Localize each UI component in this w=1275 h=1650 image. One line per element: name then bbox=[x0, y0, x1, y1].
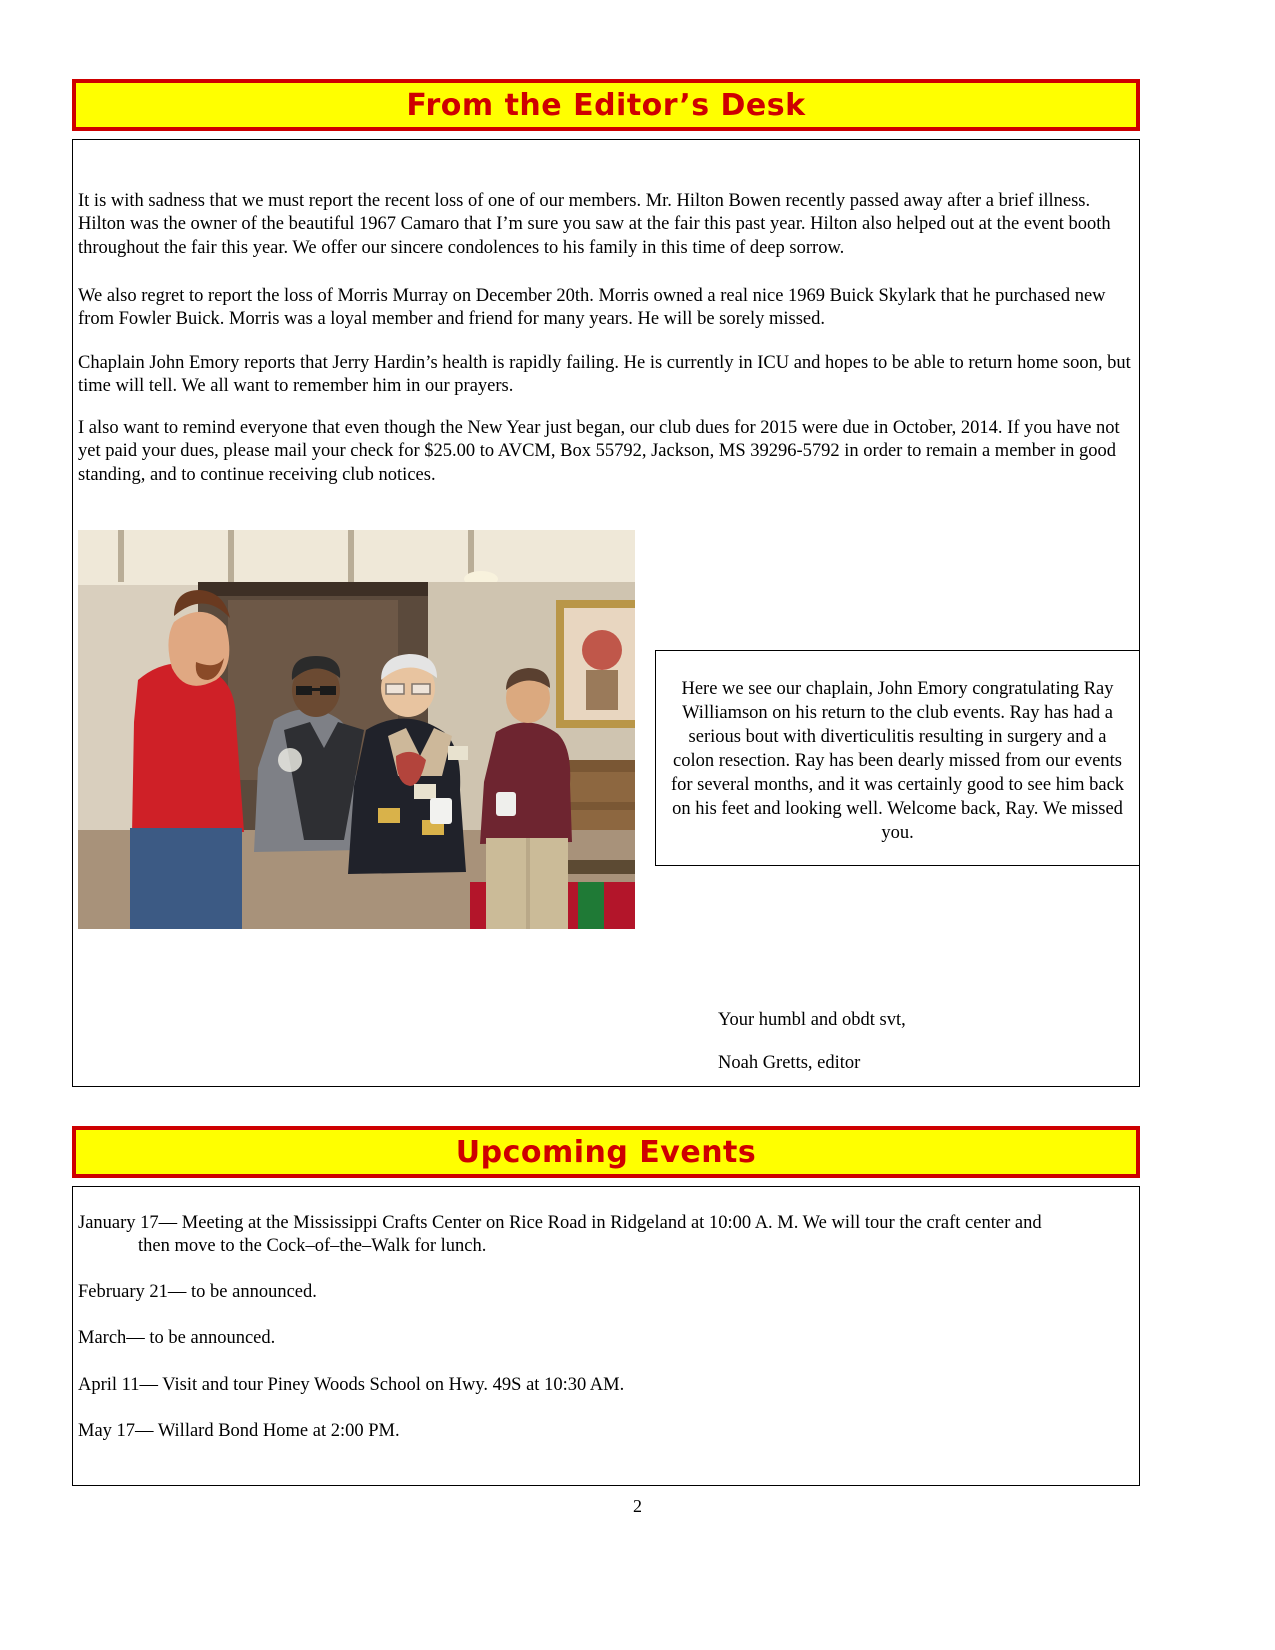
event-text: April 11— Visit and tour Piney Woods School on Hwy. 49S at 10:30 AM. bbox=[78, 1375, 625, 1395]
photo-caption-box bbox=[655, 650, 1140, 866]
list-item bbox=[78, 1327, 1128, 1350]
editor-paragraph-1: It is with sadness that we must report the recent loss of one of our members. Mr. Hilton Bowen recently passed away after a brief illness. Hilton was the owner of the beautiful 1967 Camaro that I’m sure you saw at the fair this past year. Hilton also helped out at the event booth throughout the fair this year. We offer our sincere condolences to his family in this time of deep sorrow. bbox=[78, 191, 1111, 258]
editors-desk-banner bbox=[72, 79, 1140, 131]
club-event-photo bbox=[78, 530, 635, 929]
page-number: 2 bbox=[633, 1496, 642, 1516]
list-item bbox=[78, 1212, 1128, 1259]
signoff-line-2: Noah Gretts, editor bbox=[718, 1053, 861, 1073]
editor-paragraph-2: We also regret to report the loss of Morris Murray on December 20th. Morris owned a real nice 1969 Buick Skylark that he purchased new from Fowler Buick. Morris was a loyal member and friend for many years. He will be sorely missed. bbox=[78, 286, 1106, 330]
photo-caption-text: Here we see our chaplain, John Emory congratulating Ray Williamson on his return to the club events. Ray has had a serious bout with diverticulitis resulting in surgery and a colon resection. Ray has been dearly missed from our events for several months, and it was certainly good to see him back on his feet and looking well. Welcome back, Ray. We missed you. bbox=[670, 679, 1125, 844]
event-text: March— to be announced. bbox=[78, 1328, 276, 1348]
upcoming-events-banner-title: Upcoming Events bbox=[455, 1134, 757, 1170]
list-item bbox=[78, 1374, 1128, 1397]
list-item bbox=[78, 1420, 1128, 1443]
event-text: January 17— Meeting at the Mississippi Crafts Center on Rice Road in Ridgeland at 10:00 A. M. We will tour the craft center and bbox=[78, 1213, 1042, 1233]
signoff-line-1: Your humbl and obdt svt, bbox=[718, 1010, 906, 1030]
event-text-continuation: then move to the Cock–of–the–Walk for lunch. bbox=[138, 1236, 487, 1257]
upcoming-events-banner bbox=[72, 1126, 1140, 1178]
editor-paragraph-3: Chaplain John Emory reports that Jerry Hardin’s health is rapidly failing. He is currently in ICU and hopes to be able to return home soon, but time will tell. We all want to remember him in our prayers. bbox=[78, 353, 1131, 397]
photo-illustration bbox=[78, 530, 635, 929]
event-text: May 17— Willard Bond Home at 2:00 PM. bbox=[78, 1421, 400, 1441]
list-item bbox=[78, 1281, 1128, 1304]
event-text: February 21— to be announced. bbox=[78, 1282, 317, 1302]
editor-paragraph-4: I also want to remind everyone that even though the New Year just began, our club dues for 2015 were due in October, 2014. If you have not yet paid your dues, please mail your check for $25.00 to AVCM, Box 55792, Jackson, MS 39296-5792 in order to remain a member in good standing, and to continue receiving club notices. bbox=[78, 418, 1120, 485]
editors-desk-banner-title: From the Editor’s Desk bbox=[406, 87, 806, 123]
